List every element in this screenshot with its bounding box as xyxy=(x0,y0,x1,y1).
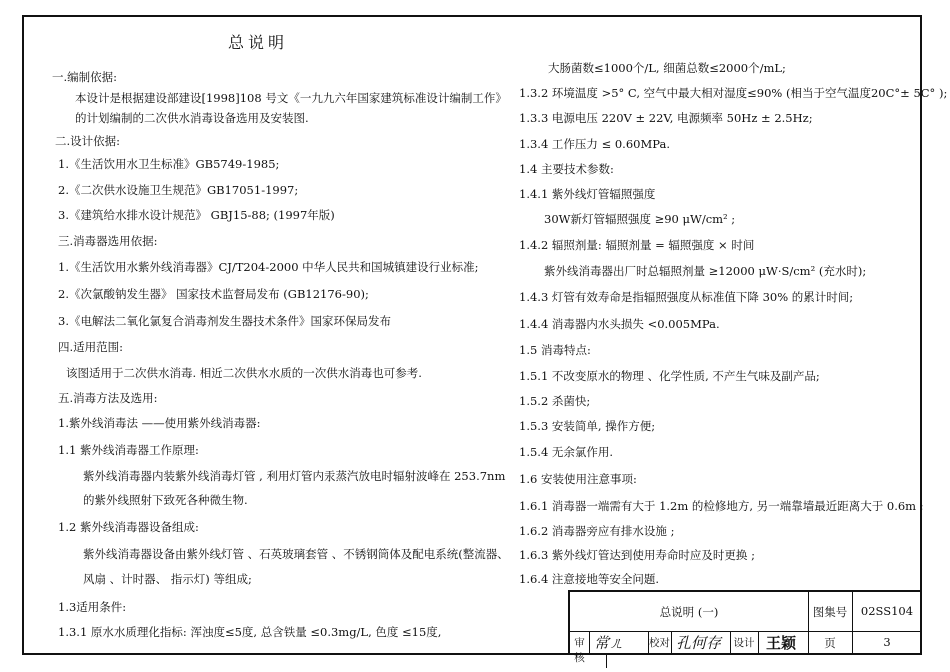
text-line: 1.5.1 不改变原水的物理 、化学性质, 不产生气味及副产品; xyxy=(519,369,820,383)
text-line: 1.3适用条件: xyxy=(58,600,127,614)
text-line: 的计划编制的二次供水消毒设备选用及安装图. xyxy=(75,111,309,125)
text-line: 1.5.3 安装简单, 操作方便; xyxy=(519,419,656,433)
text-line: 1.6.4 注意接地等安全问题. xyxy=(519,572,660,586)
check-signature: 孔何存 xyxy=(676,634,722,652)
page-title: 总说明 xyxy=(228,33,289,52)
text-line: 五.消毒方法及选用: xyxy=(58,391,158,405)
text-line: 一.编制依据: xyxy=(52,70,118,84)
page-number: 3 xyxy=(883,635,891,649)
text-line: 紫外线消毒器出厂时总辐照剂量 ≥12000 μW·S/cm² (充水时); xyxy=(544,264,867,278)
text-line: 二.设计依据: xyxy=(55,134,121,148)
text-line: 1.4 主要技术参数: xyxy=(519,162,614,176)
design-signature: 王颖 xyxy=(766,634,797,652)
text-line: 1.4.1 紫外线灯管辐照强度 xyxy=(519,187,656,201)
text-line: 本设计是根据建设部建设[1998]108 号文《一九九六年国家建筑标准设计编制工作》 xyxy=(75,91,507,105)
text-line: 1.4.4 消毒器内水头损失 <0.005MPa. xyxy=(519,317,720,331)
text-line: 1.5.4 无余氯作用. xyxy=(519,445,614,459)
text-line: 的紫外线照射下致死各种微生物. xyxy=(83,493,248,507)
text-line: 2.《次氯酸钠发生器》 国家技术监督局发布 (GB12176-90); xyxy=(58,287,369,301)
text-line: 1.1 紫外线消毒器工作原理: xyxy=(58,443,199,457)
page-label: 页 xyxy=(824,636,836,650)
text-line: 1.6.2 消毒器旁应有排水设施 ; xyxy=(519,524,675,538)
text-line: 1.6 安装使用注意事项: xyxy=(519,472,637,486)
text-line: 2.《二次供水设施卫生规范》GB17051-1997; xyxy=(58,183,299,197)
design-label: 设计 xyxy=(733,637,755,649)
text-line: 1.3.2 环境温度 >5° C, 空气中最大相对湿度≤90% (相当于空气温度20C°± 5C° ); xyxy=(519,86,948,100)
text-line: 该图适用于二次供水消毒. 相近二次供水水质的一次供水消毒也可参考. xyxy=(66,366,422,380)
text-line: 1.《生活饮用水紫外线消毒器》CJ/T204-2000 中华人民共和国城镇建设行业标准; xyxy=(58,260,479,274)
text-line: 1.5.2 杀菌快; xyxy=(519,394,591,408)
text-line: 1.4.3 灯管有效寿命是指辐照强度从标准值下降 30% 的累计时间; xyxy=(519,290,854,304)
text-line: 1.6.1 消毒器一端需有大于 1.2m 的检修地方, 另一端靠墙最近距离大于 0.6m ; xyxy=(519,499,924,513)
text-line: 3.《建筑给水排水设计规范》 GBJ15-88; (1997年版) xyxy=(58,208,335,222)
check-label: 校对 xyxy=(649,637,670,649)
sheet-title: 总说明 (一) xyxy=(659,605,719,619)
text-line: 紫外线消毒器内装紫外线消毒灯管 , 利用灯管内汞蒸汽放电时辐射波峰在 253.7nm xyxy=(83,469,506,483)
text-line: 3.《电解法二氧化氯复合消毒剂发生器技术条件》国家环保局发布 xyxy=(58,314,391,328)
text-line: 1.6.3 紫外线灯管达到使用寿命时应及时更换 ; xyxy=(519,548,755,562)
text-line: 1.4.2 辐照剂量: 辐照剂量 = 辐照强度 × 时间 xyxy=(519,238,755,252)
title-block xyxy=(568,590,920,664)
atlas-label: 图集号 xyxy=(812,605,848,619)
text-line: 1.《生活饮用水卫生标准》GB5749-1985; xyxy=(58,157,280,171)
review-signature: 常ㄦ xyxy=(594,634,625,652)
signature-tail xyxy=(606,654,607,668)
text-line: 1.5 消毒特点: xyxy=(519,343,591,357)
text-line: 四.适用范围: xyxy=(58,340,124,354)
text-line: 1.紫外线消毒法 ——使用紫外线消毒器: xyxy=(58,416,261,430)
review-label: 审核 xyxy=(574,637,585,664)
text-line: 紫外线消毒器设备由紫外线灯管 、石英玻璃套管 、不锈钢筒体及配电系统(整流器、 xyxy=(83,547,509,561)
atlas-number: 02SS104 xyxy=(860,604,914,618)
text-line: 1.3.3 电源电压 220V ± 22V, 电源频率 50Hz ± 2.5Hz; xyxy=(519,111,813,125)
text-line: 大肠菌数≤1000个/L, 细菌总数≤2000个/mL; xyxy=(548,61,786,75)
text-line: 1.3.4 工作压力 ≤ 0.60MPa. xyxy=(519,137,670,151)
text-line: 三.消毒器选用依据: xyxy=(58,234,158,248)
text-line: 风扇 、计时器、 指示灯) 等组成; xyxy=(83,572,252,586)
text-line: 30W新灯管辐照强度 ≥90 μW/cm² ; xyxy=(544,212,736,226)
text-line: 1.3.1 原水水质理化指标: 浑浊度≤5度, 总含铁量 ≤0.3mg/L, 色度 ≤15度, xyxy=(58,625,442,639)
text-line: 1.2 紫外线消毒器设备组成: xyxy=(58,520,199,534)
